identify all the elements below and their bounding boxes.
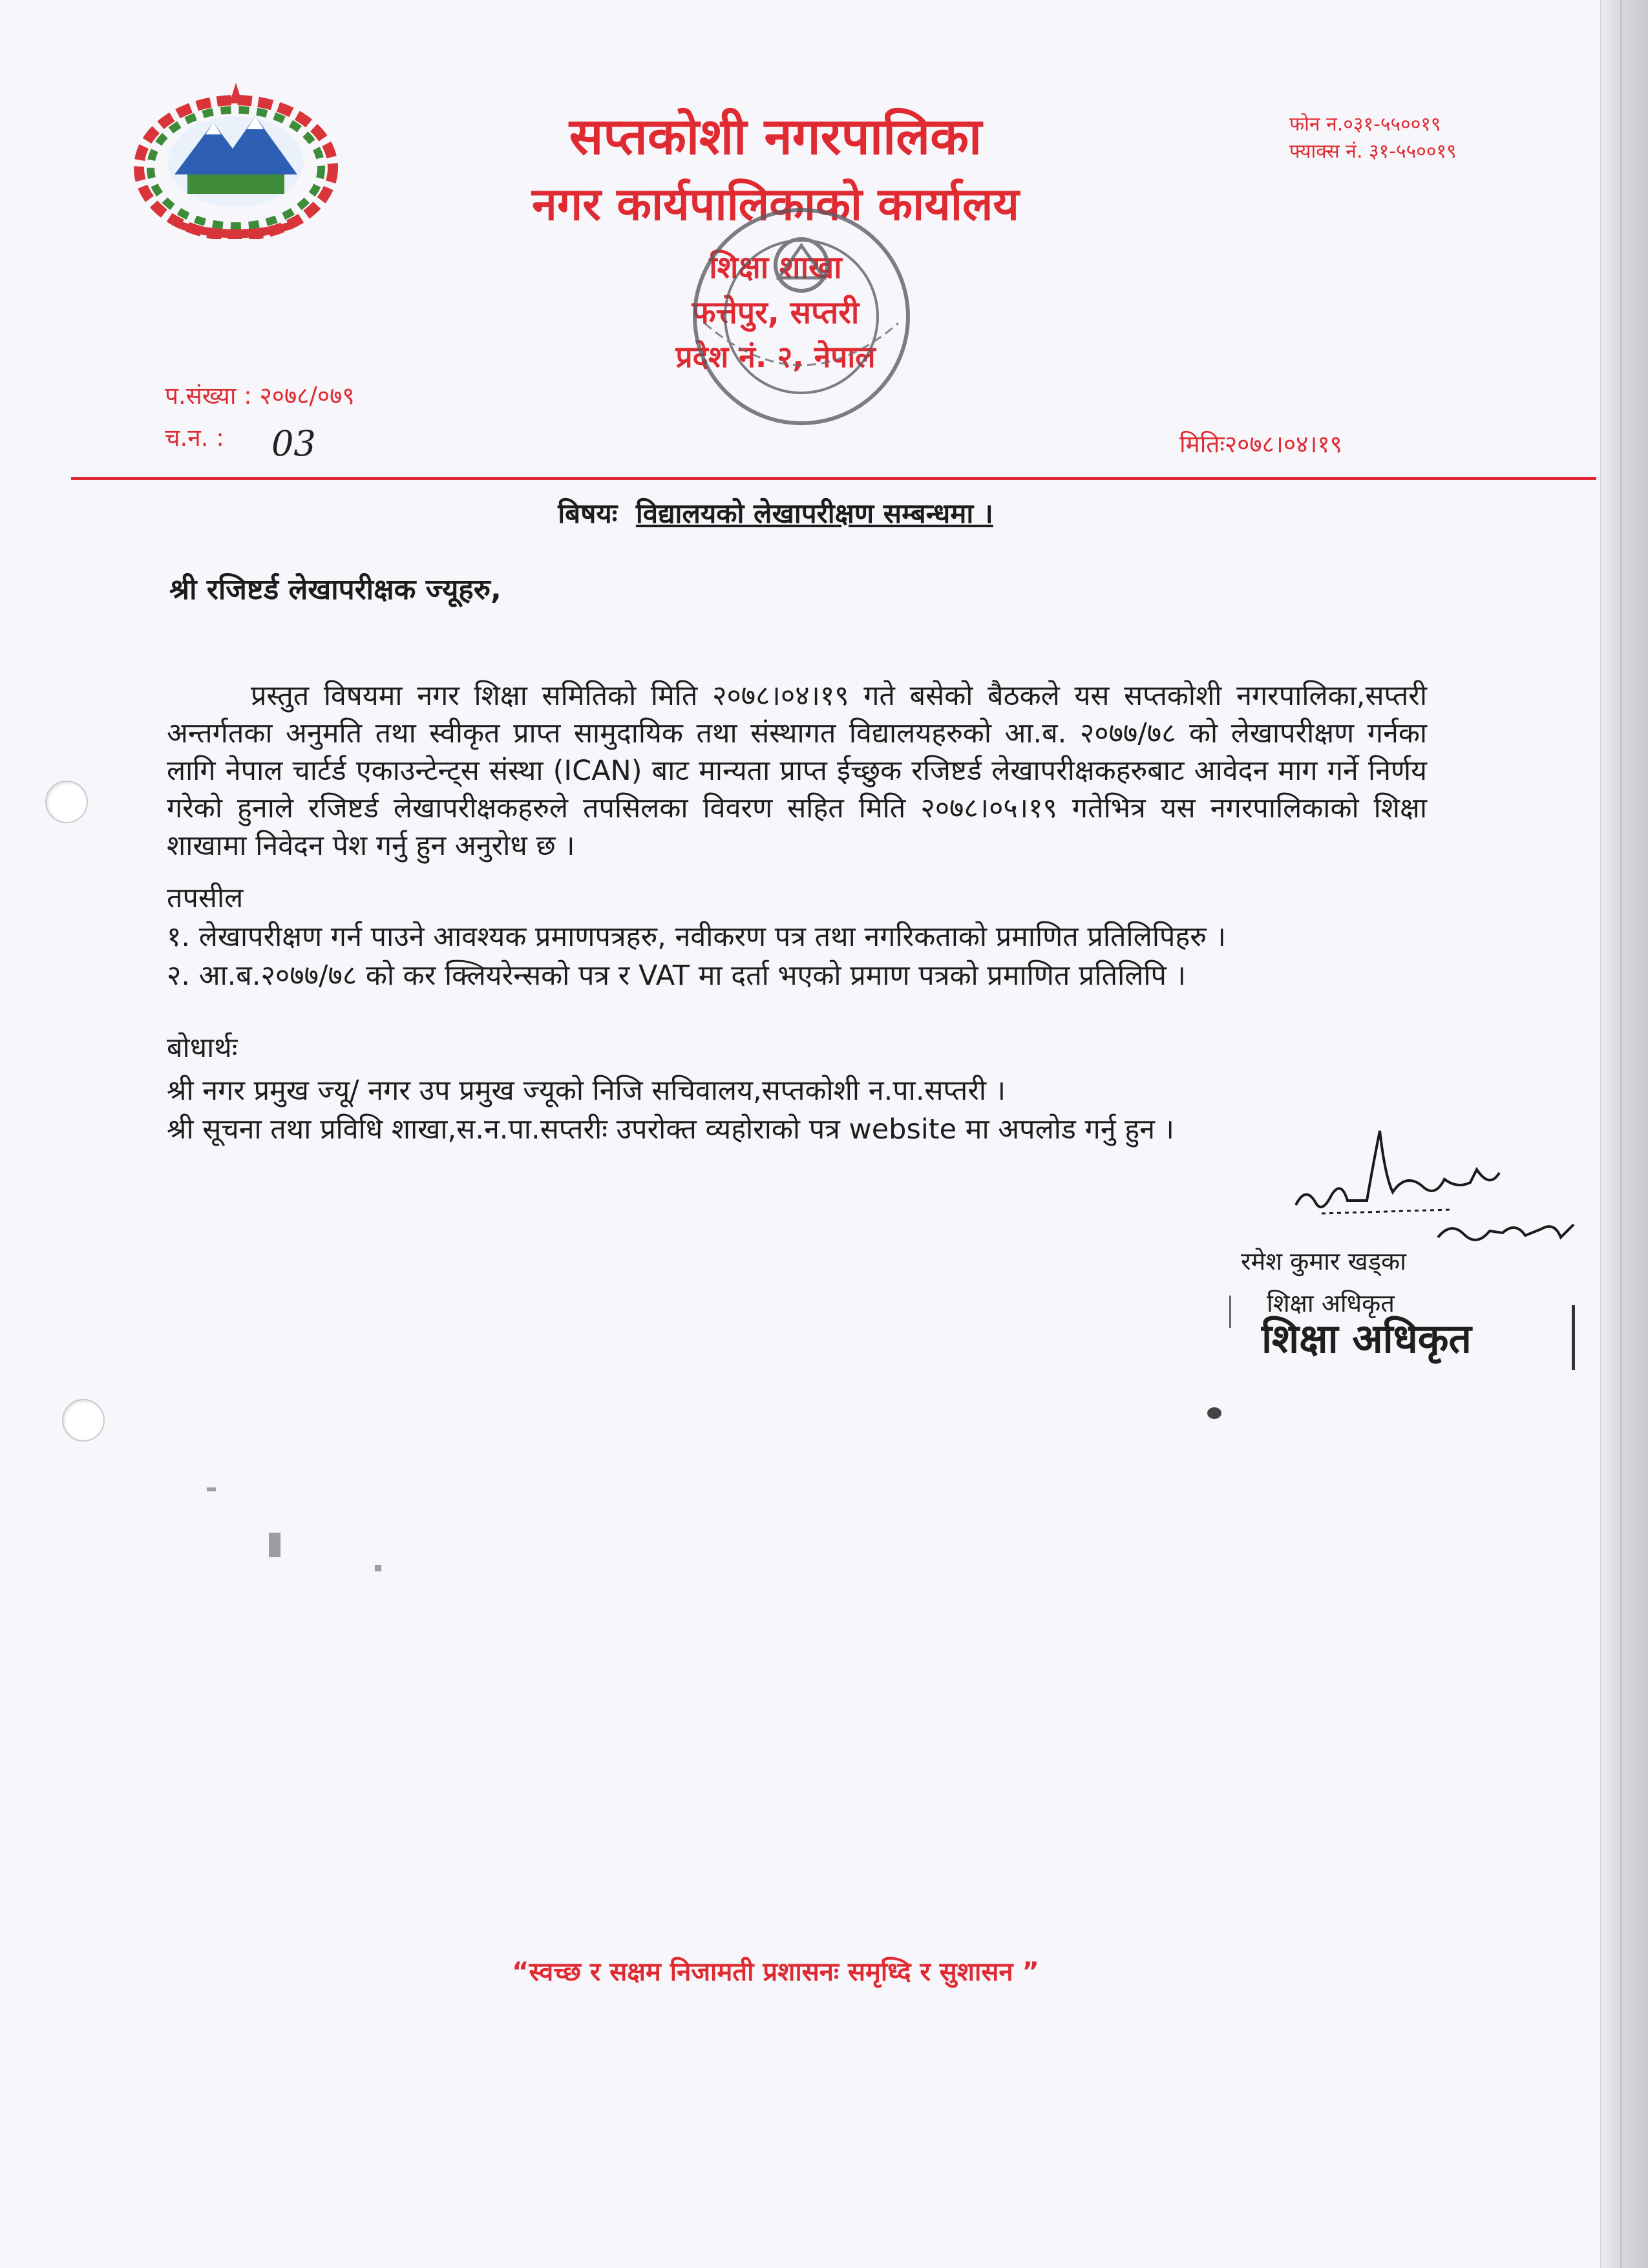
header-divider [71,477,1596,480]
list-item: १. लेखापरीक्षण गर्न पाउने आवश्यक प्रमाणपत्रहरु, नवीकरण पत्र तथा नगरिकताको प्रमाणित प्रतिलिपिहरु । [167,921,1226,953]
signatory-name: रमेश कुमार खड्का [1241,1247,1406,1276]
dispatch-number-label: च.न. : [165,424,224,452]
subject-label: बिषयः [558,498,618,529]
office-seal-stamp [659,194,944,439]
scan-speck [375,1565,381,1571]
body-paragraph: प्रस्तुत विषयमा नगर शिक्षा समितिको मिति २०७८।०४।१९ गते बसेको बैठकले यस सप्तकोशी नगरपालिका,सप्तरी अन्तर्गतका अनुमति तथा स्वीकृत प्राप्त सामुदायिक तथा संस्थागत विद्यालयहरुको आ.ब. २०७७/७८ को लेखापरीक्षण गर्नका लागि नेपाल चार्टर्ड एकाउन्टेन्ट्स संस्था (ICAN) बाट मान्यता प्राप्त ईच्छुक रजिष्टर्ड लेखापरीक्षकहरुबाट आवेदन माग गर्ने निर्णय गरेको हुनाले रजिष्टर्ड लेखापरीक्षकहरुले तपसिलका विवरण सहित मिति २०७८।०५।१९ गतेभित्र यस नगरपालिकाको शिक्षा शाखामा निवेदन पेश गर्नु हुन अनुरोध छ । [167,680,1427,862]
cc-label: बोधार्थः [167,1032,238,1064]
salutation: श्री रजिष्टर्ड लेखापरीक्षक ज्यूहरु, [169,573,502,606]
tapasil-label: तपसील [167,882,244,914]
subject-text: विद्यालयको लेखापरीक्षण सम्बन्धमा । [635,498,993,529]
scanner-page-edge [1600,0,1648,2268]
stamp-edge-mark [1572,1305,1575,1370]
list-item: २. आ.ब.२०७७/७८ को कर क्लियरेन्सको पत्र र VAT मा दर्ता भएको प्रमाण पत्रको प्रमाणित प्रतिलिपि । [167,960,1186,992]
office-name: नगर कार्यपालिकाको कार्यालय [531,178,1020,231]
province-name: प्रदेश नं. २, नेपाल [675,339,876,374]
letter-number: प.संख्या : २०७८/०७९ [165,382,355,410]
letter-date: मितिः२०७८।०४।१९ [1179,430,1342,458]
footer-motto: “स्वच्छ र सक्षम निजामती प्रशासनः समृध्दि र सुशासन ” [512,1957,1039,1987]
punch-hole-bottom [62,1399,105,1442]
cc-recipient: श्री सूचना तथा प्रविधि शाखा,स.न.पा.सप्तरीः उपरोक्त व्यहोराको पत्र website मा अपलोड गर्नु हुन । [167,1113,1174,1146]
stamp-bracket [1229,1296,1231,1328]
section-name: शिक्षा शाखा [709,249,842,286]
scan-speck [269,1533,280,1557]
cc-recipient: श्री नगर प्रमुख ज्यू/ नगर उप प्रमुख ज्यूको निजि सचिवालय,सप्तकोशी न.पा.सप्तरी । [167,1075,1006,1107]
scan-speck [207,1487,216,1491]
designation-stamp: शिक्षा अधिकृत [1262,1315,1472,1362]
subject-line [0,494,1551,531]
dispatch-number-handwritten: 03 [271,423,316,464]
phone-number: फोन न.०३१-५५००१९ [1289,113,1441,136]
office-location: फत्तेपुर, सप्तरी [692,295,860,331]
punch-hole-top [45,781,88,823]
page-edge-line [1620,0,1622,2268]
nepal-emblem-icon [129,78,343,239]
fax-number: फ्याक्स नं. ३१-५५००१९ [1289,140,1457,163]
signatory-designation: शिक्षा अधिकृत [1267,1289,1395,1318]
organization-name: सप्तकोशी नगरपालिका [569,108,982,166]
scan-speck [1207,1407,1221,1419]
